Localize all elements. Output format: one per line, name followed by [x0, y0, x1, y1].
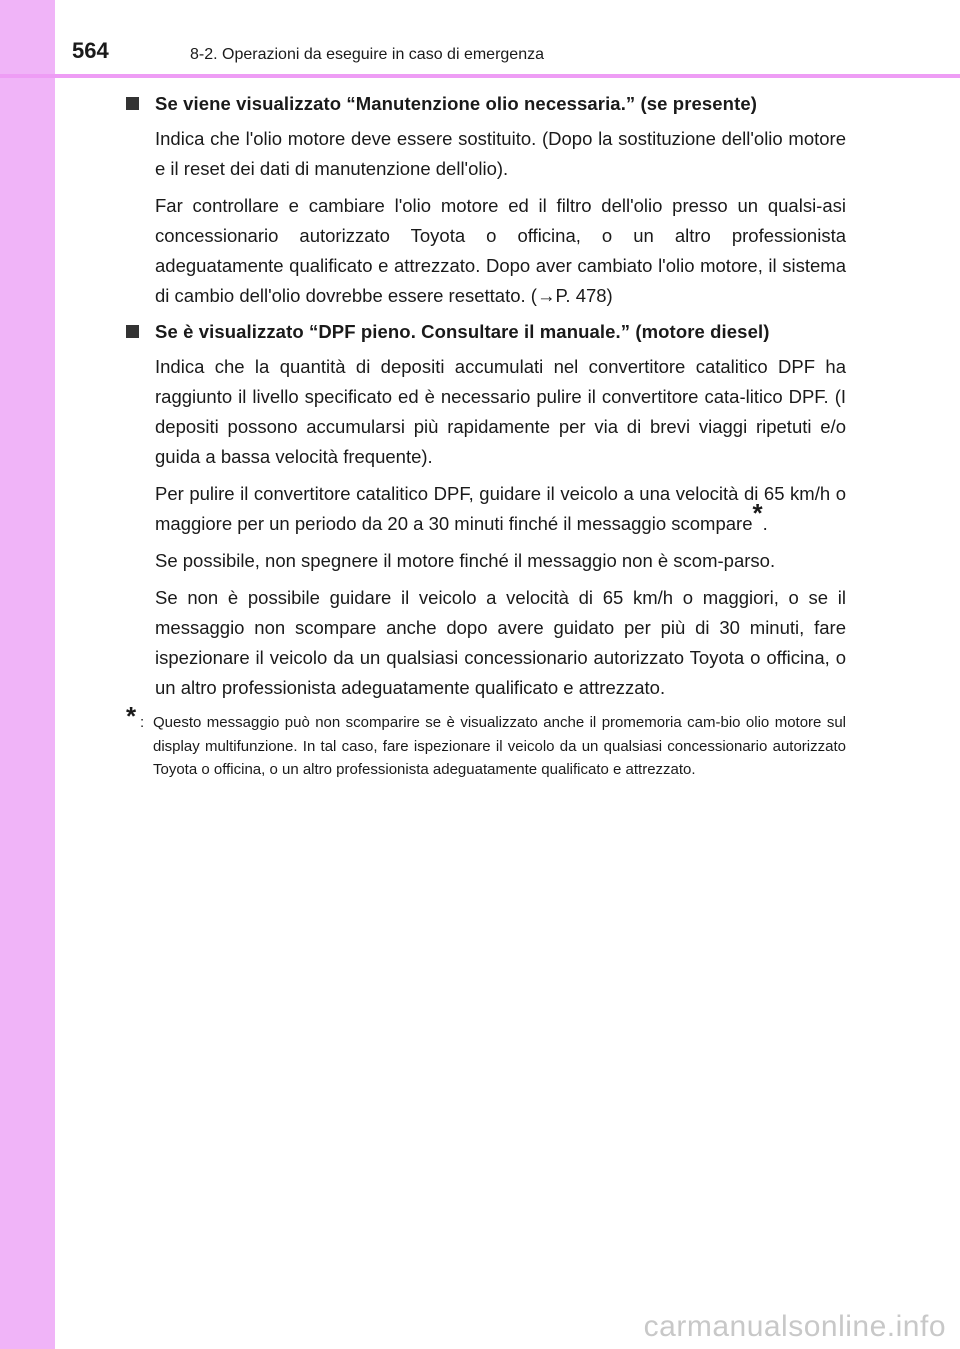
paragraph: Se possibile, non spegnere il motore finché il messaggio non è scom-parso. — [155, 550, 776, 571]
footnote-text: Questo messaggio può non scomparire se è visualizzato anche il promemoria cam-bio olio motore sul display multifunzione. In tal caso, fare ispezionare il veicolo da un qualsiasi concessionario autorizzato Toyota o officina, o un altro professionista adeguatamente qualificato e attrezzato. — [153, 714, 846, 778]
page-number: 564 — [72, 38, 109, 63]
footnote-separator: : — [140, 714, 145, 731]
section-heading-oil — [126, 90, 846, 118]
section-heading-dpf — [126, 318, 846, 346]
header-rule — [0, 74, 960, 78]
paragraph: Se non è possibile guidare il veicolo a velocità di 65 km/h o maggiori, o se il messaggio non scompare anche dopo avere guidato per più di 30 minuti, fare ispezionare il veicolo da un qualsiasi concessionario autorizzato Toyota o officina, o un altro professionista adeguatamente qualificato e attrezzato. — [155, 587, 846, 698]
watermark: carmanualsonline.info — [643, 1310, 946, 1343]
section-title: 8-2. Operazioni da eseguire in caso di emergenza — [190, 46, 544, 63]
paragraph-tail: . — [762, 513, 768, 534]
page-header — [0, 0, 960, 80]
side-color-band — [0, 0, 55, 1349]
paragraph: Far controllare e cambiare l'olio motore ed il filtro dell'olio presso un qualsi-asi concessionario autorizzato Toyota o officina, o un altro professionista adeguatamente qualificato e attrezzato. Dopo aver cambiato l'olio motore, il sistema di cambio dell'olio dovrebbe essere resettato. (→P. 478) — [155, 195, 846, 306]
square-bullet-icon — [126, 325, 139, 338]
paragraph: Indica che l'olio motore deve essere sostituito. (Dopo la sostituzione dell'olio motore e il reset dei dati di manutenzione dell'olio). — [155, 128, 846, 179]
footnote — [126, 701, 846, 782]
section-heading-text: Se è visualizzato “DPF pieno. Consultare il manuale.” (motore diesel) — [155, 321, 770, 342]
section-heading-text: Se viene visualizzato “Manutenzione olio necessaria.” (se presente) — [155, 93, 757, 114]
paragraph-with-footnote-ref — [155, 479, 846, 539]
square-bullet-icon — [126, 97, 139, 110]
paragraph: Indica che la quantità di depositi accumulati nel convertitore catalitico DPF ha raggiunto il livello specificato ed è necessario pulire il convertitore cata-litico DPF. (I depositi possono accumularsi più rapidamente per via di brevi viaggi ripetuti e/o guida a bassa velocità frequente). — [155, 356, 846, 467]
paragraph-text: Per pulire il convertitore catalitico DPF, guidare il veicolo a una velocità di 65 km/h o maggiore per un periodo da 20 a 30 minuti finché il messaggio scompare — [155, 483, 846, 534]
page-content — [126, 90, 846, 782]
footnote-marker: * — [126, 701, 137, 731]
footnote-reference: * — [752, 498, 763, 528]
